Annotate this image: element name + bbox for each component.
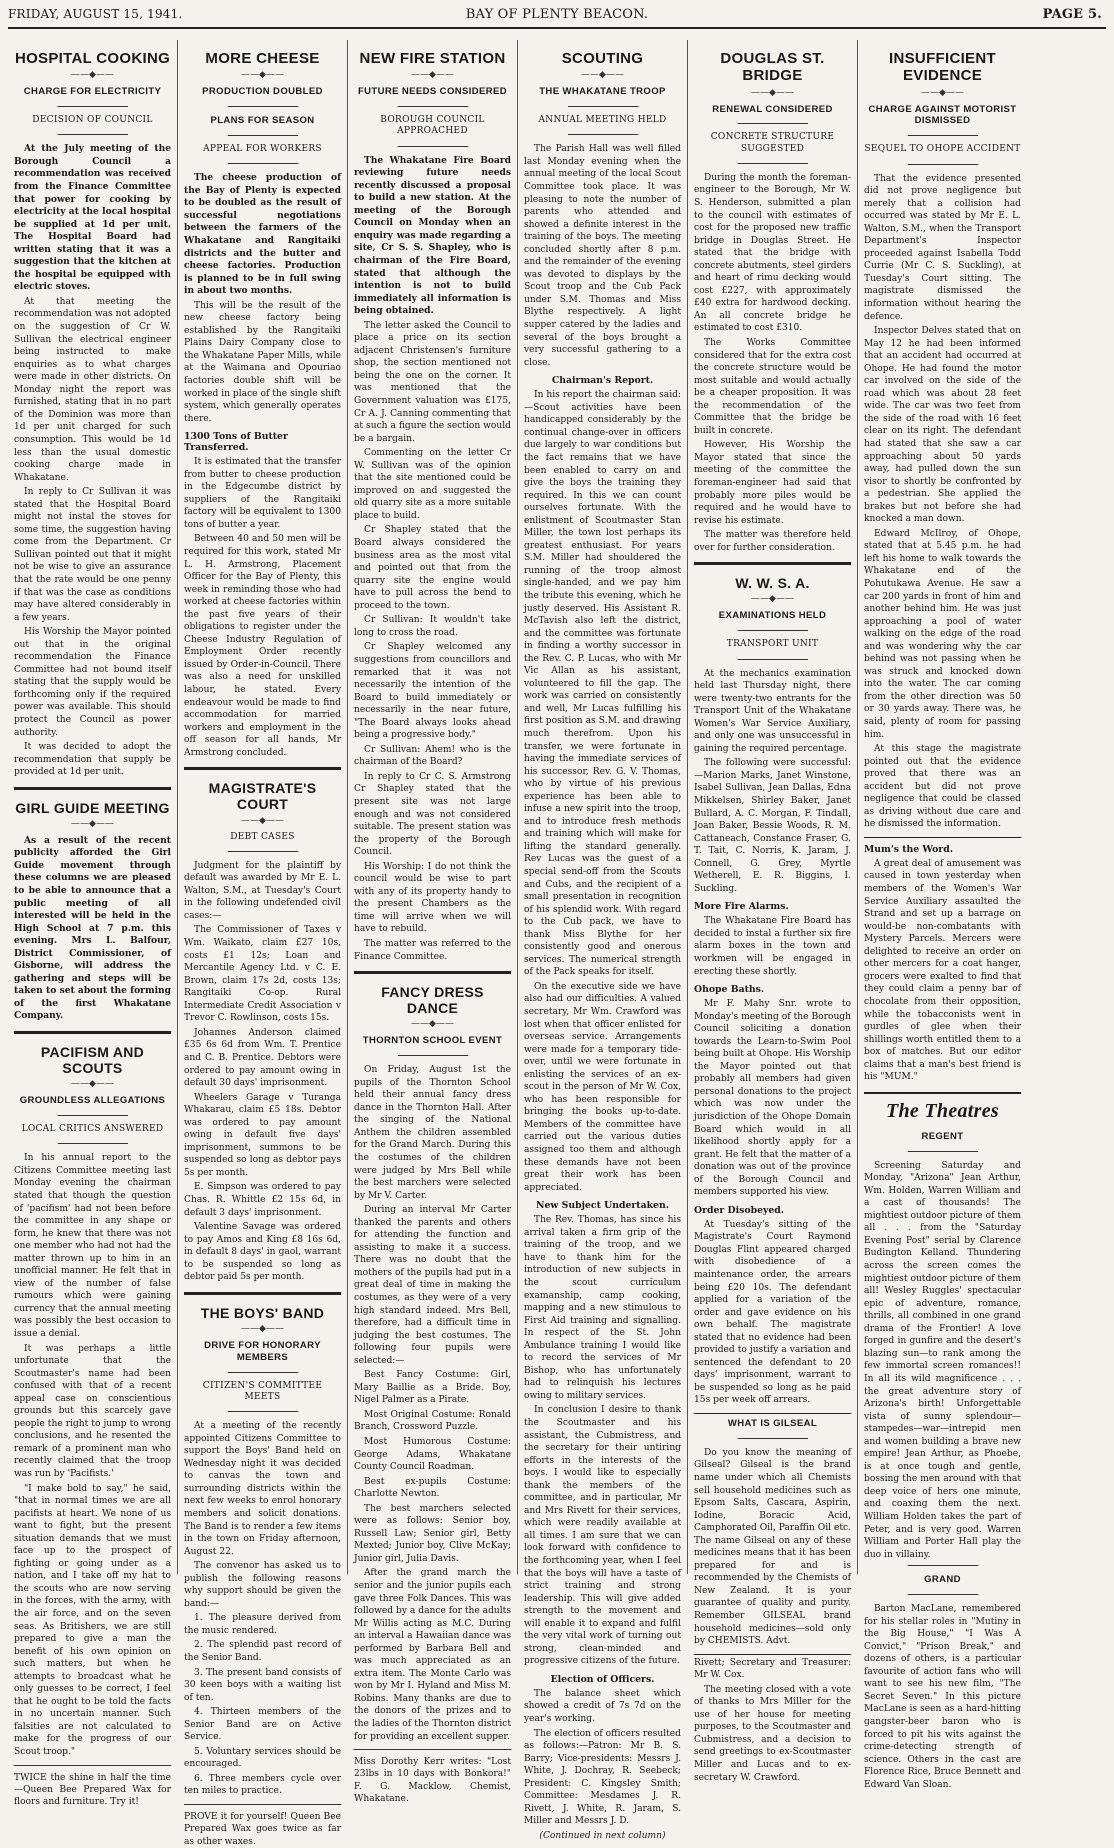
headline-douglas-bridge: DOUGLAS ST. BRIDGE bbox=[720, 50, 825, 85]
article-paragraph: E. Simpson was ordered to pay Chas. R. Whittle £2 15s 6d, in default 3 days' imprisonment. bbox=[184, 1182, 341, 1218]
section-rule bbox=[14, 1031, 171, 1034]
divider bbox=[58, 134, 128, 135]
article-paragraph: Judgment for the plaintiff by default was awarded by Mr E. L. Walton, S.M., at Tuesday's Court in the following undefended civil cases:— bbox=[184, 860, 341, 921]
subhead: ANNUAL MEETING HELD bbox=[538, 115, 667, 126]
subhead: EXAMINATIONS HELD bbox=[718, 610, 827, 622]
article-paragraph: His Worship: I do not think the council would be wise to part with any of its property handy to the present Chambers as the time will arrive when we will have to rebuild. bbox=[354, 861, 511, 935]
column-6 bbox=[858, 40, 1027, 1790]
article-paragraph: In his report the chairman said:—Scout activities have been handicapped considerably by the continual change-over in officers due largely to war conditions but the fact remains that we have been enabled to carry on and give the boys the training they required. In this we can count ourselves fortunate. With the enlistment of Scoutmaster Stan Miller, the town lost perhaps its greatest enthusiast. For years S.M. Miller had shouldered the running of the troop almost single-handed, and we pay him the tribute this evening, which he justly deserved. His Assistant R. McTavish also left the district, and the committee was fortunate in finding a worthy successor in the Rev. C. P. Lucas, who with Mr Vic Allan as his assistant, volunteered to fill the gap. The work was carried on consistently and well, Mr Lucas fulfilling his first position as S.M. and drawing much therefrom. Upon his transfer, we were fortunate in having the immediate services of his successor, Rev. G. V. Thomas, who by virtue of his previous experience has been able to infuse a new spirit into the troop, and to introduce fresh methods and training which will make for lifting the standard generally. Rev Lucas was the guest of a special send-off from the Scouts and Cubs, and the recipient of a small presentation in recognition of his splendid work. With regard to the Cub pack, we have to thank Miss Blythe for her consistently good and onerous services. The numerical strength of the Pack speaks for itself. bbox=[524, 390, 681, 978]
divider bbox=[908, 1594, 978, 1595]
subhead: DEBT CASES bbox=[230, 831, 295, 842]
issue-date: FRIDAY, AUGUST 15, 1941. bbox=[8, 7, 183, 21]
masthead bbox=[0, 0, 1114, 30]
article-paragraph: A great deal of amusement was caused in town yesterday when members of the Women's War Service Auxiliary assaulted the Strand and set up a barrage on would-be non-combatants with Mystery Parcels. Mercers were delighted to receive an order on other mercers for a coat hanger, grocers were exalted to find that they could claim a penny bar of chocolate from their opposition, while the tobacconists went in gurdles of glee when their shillings worth entitled them to a box of matches. But our editor claims that a man's best friend is his "MUM." bbox=[864, 858, 1021, 1083]
crosshead: More Fire Alarms. bbox=[694, 901, 789, 913]
advertisement: Miss Dorothy Kerr writes: "Lost 23lbs in 10 days with Bonkora!" F. G. Macklow, Chemist, Whakatane. bbox=[354, 1749, 511, 1805]
ornament-rule: ——◆—— bbox=[71, 70, 114, 81]
article-lead: The Whakatane Fire Board reviewing future needs recently discussed a proposal to build a new station. At the meeting of the Borough Council on Monday when an enquiry was made regarding a site, Cr S. S. Shapley, who is chairman of the Fire Board, stated that although the intention is not to build immediately all information is being obtained. bbox=[354, 154, 511, 317]
article-paragraph: Best Fancy Costume: Girl, Mary Baillie as a Bride. Boy, Nigel Palmer as a Pirate. bbox=[354, 1370, 511, 1406]
article-paragraph: At that meeting the recommendation was not adopted on the suggestion of Cr W. Sullivan the electrical engineer being instructed to make enquiries as to what charges were made in other districts. On Monday night the report was furnished, stating that in no part of the Dominion was more than 1d per unit charged for such consumption. This would be 1d less than the usual domestic cooking charge made in Whakatane. bbox=[14, 296, 171, 483]
article-paragraph: Screening Saturday and Monday, "Arizona" Jean Arthur, Wm. Holden, Warren William and a cast of thousands! The mightiest outdoor picture of them all . . . from the "Saturday Evening Post" serial by Clarence Budington Kelland. Thundering across the screen comes the mightiest outdoor picture of them all! Wesley Ruggles' spectacular epic of adventure, romance, thrills, all combined in one grand drama of the Frontier! A love forged in gunfire and the desert's blazing sun—to rank among the few immortal screen romances!! In all its wild magnificence . . . the great adventure story of Arizona's birth! Unforgettable vista of sunny splendour—stampedes—war—intrepid men and women building a brave new empire! Jean Arthur, as Phoebe, is at once tough and gentle, bossing the men around with that deep voice of hers one minute, and coaxing them the next. William Holden takes the part of Peter, and is very good. Warren William and Porter Hall play the duo in villainy. bbox=[864, 1160, 1021, 1560]
subhead: LOCAL CRITICS ANSWERED bbox=[21, 1124, 164, 1135]
divider bbox=[568, 106, 638, 107]
article-paragraph: At a meeting of the recently appointed Citizens Committee to support the Boys' Band held on Wednesday night it was decided to canvas the town and surrounding districts within the next few weeks to enrol honorary members and solicit donations. The Band is to render a few items in the town on Friday afternoon, August 22. bbox=[184, 1421, 341, 1557]
newspaper-page bbox=[8, 40, 1108, 1847]
article-paragraph: In conclusion I desire to thank the Scoutmaster and his assistant, the Cubmistress, and the secretary for their untiring efforts in the interests of the boys. I would like to especially thank the members of the committee, and in particular, Mr and Mrs Rivett for their services, which were readily available at all times. I am sure that we can look forward with confidence to the forthcoming year, when I feel that the boys will have a taste of strict training and strong leadership. This will give added strength to the movement and will enable it to expand and fulfil the very vital work of turning out strong, clean-minded and progressive citizens of the future. bbox=[524, 1405, 681, 1667]
article-paragraph: "I make bold to say," he said, "that in normal times we are all pacifists at heart. We none of us want to fight, but the present situation demands that we must face up to the prospect of fighting or going under as a nation, and I take off my hat to the scouts who are now serving in the forces, with the army, with the air force, and on the seven seas. As Britishers, we are still prepared to give a man the benefit of his own opinion on such matters, but when he attempts to broadcast what he only guesses to be correct, I feel that he ought to be told the facts in no uncertain manner. Such falsities are not calculated to make for the progress of our Scout troop." bbox=[14, 1483, 171, 1758]
column-4 bbox=[518, 40, 687, 1841]
ornament-rule: ——◆—— bbox=[71, 818, 114, 829]
article-paragraph: The letter asked the Council to place a price on its section adjacent Christensen's furniture shop, the section mentioned not being the one on the corner. It was mentioned that the Government valuation was £175, Cr A. J. Canning commenting that at such a figure the section would be a bargain. bbox=[354, 320, 511, 444]
article-paragraph: The Commissioner of Taxes v Wm. Waikato, claim £27 10s, costs £1 12s; Loan and Mercantile Agency Ltd. v C. E. Brown, claim 17s 2d, costs 13s; Rangitaiki Co-op. Rural Intermediate Credit Association v Trevor C. Rowlinson, costs 15s. bbox=[184, 925, 341, 1024]
divider bbox=[908, 164, 978, 165]
article-paragraph: Most Humorous Costume: George Adams, Whakatane County Council Roadman. bbox=[354, 1437, 511, 1473]
article-paragraph: His Worship the Mayor pointed out that in the original recommendation the Finance Committee had not bound itself stating that the supply would be forthcoming only if the required power was available. This should protect the Council as power authority. bbox=[14, 627, 171, 738]
divider bbox=[58, 1143, 128, 1144]
section-rule bbox=[184, 1292, 341, 1295]
subhead: TRANSPORT UNIT bbox=[726, 639, 819, 650]
article-paragraph: This will be the result of the new cheese factory being established by the Rangitaiki Plains Dairy Company close to the Whakatane Paper Mills, while at the Waimana and Opouriao factories double shift will be worked in place of the single shift system, which generally operates there. bbox=[184, 300, 341, 424]
article-paragraph: During an interval Mr Carter thanked the parents and others for attending the function and assisting to make it a success. There was no doubt that the mothers of the pupils had put in a great deal of time in making the costumes, as they were of a very high standard indeed. Mrs Bell, therefore, had a difficult time in judging the best costumes. The following four pupils were selected:— bbox=[354, 1205, 511, 1366]
crosshead: Mum's the Word. bbox=[864, 843, 953, 855]
ornament-rule: ——◆—— bbox=[411, 70, 454, 81]
column-1 bbox=[8, 40, 177, 1808]
section-rule bbox=[694, 1654, 851, 1655]
article-paragraph: The convenor has asked us to publish the following reasons why support should be given the band:— bbox=[184, 1561, 341, 1609]
article-paragraph: In his annual report to the Citizens Committee meeting last Monday evening the chairman stated that though the question of 'pacifism' had not been before the committee in any shape or form, he knew that there was not one member who had not had the matter thrown up to him in an unofficial manner. He felt that in view of the number of false rumours which were gaining currency that the annual meeting was possibly the best occasion to issue a denial. bbox=[14, 1153, 171, 1339]
divider bbox=[228, 135, 298, 136]
divider bbox=[908, 135, 978, 136]
article-paragraph: The Parish Hall was well filled last Monday evening when the annual meeting of the local Scout Committee took place. It was pleasing to note the number of parents who attended and showed a definite interest in the training of the boys. The meeting concluded shortly after 8 p.m. and the remainder of the evening was devoted to displays by the Scout troop and the Cub Pack under S.M. Thomas and Miss Blythe respectively. A light supper catered by the ladies and several of the boys brought a very successful gathering to a close. bbox=[524, 144, 681, 368]
subhead: CHARGE FOR ELECTRICITY bbox=[23, 86, 162, 98]
divider bbox=[908, 1565, 978, 1566]
subhead: BOROUGH COUNCIL APPROACHED bbox=[380, 115, 485, 137]
list-item: 6. Three members cycle over ten miles to practice. bbox=[184, 1773, 341, 1797]
subhead-regent: REGENT bbox=[921, 1130, 964, 1142]
divider bbox=[738, 123, 808, 124]
article-paragraph: At this stage the magistrate pointed out that the evidence proved that there was an accident but did not prove negligence that could be classed as driving without due care and he dismissed the information. bbox=[864, 744, 1021, 830]
ornament-rule: ——◆—— bbox=[751, 594, 794, 605]
list-item: 2. The splendid past record of the Senior Band. bbox=[184, 1640, 341, 1663]
article-paragraph: At Tuesday's sitting of the Magistrate's Court Raymond Douglas Flint appeared charged with disobedience of a maintenance order, the arrears being £20 10s. The defendant applied for a variation of the order and gave evidence on his own behalf. The magistrate stated that no evidence had been provided to justify a variation and sentenced the defendant to 20 days' imprisonment, warrant to be suspended so long as he paid 15s per week off arrears. bbox=[694, 1219, 851, 1406]
article-paragraph: Cr Sullivan: It wouldn't take long to cross the road. bbox=[354, 615, 511, 638]
article-paragraph: The best marchers selected were as follows: Senior boy, Russell Law; Senior girl, Betty Mexted; Junior boy, Clive McKay; Junior girl, Julia Davis. bbox=[354, 1503, 511, 1564]
article-paragraph: After the grand march the senior and the junior pupils each gave three Folk Dances. This was followed by a dance for the adults Mr Willis acting as M.C. During an interval a Hawaiian dance was performed by Barbara Bell and was much appreciated as an extra item. The Monte Carlo was won by Mr I. Hyland and Miss M. Robins. Many thanks are due to the donors of the prizes and to the ladies of the Thornton district for providing an excellent supper. bbox=[354, 1568, 511, 1742]
subhead: CONCRETE STRUCTURE SUGGESTED bbox=[710, 132, 835, 154]
ornament-rule: ——◆—— bbox=[921, 87, 964, 98]
article-paragraph: It was decided to adopt the recommendation that supply be provided at 1d per unit. bbox=[14, 742, 171, 778]
headline-wwsa: W. W. S. A. bbox=[735, 575, 810, 592]
list-item: 4. Thirteen members of the Senior Band are on Active Service. bbox=[184, 1707, 341, 1743]
article-paragraph: Commenting on the letter Cr W. Sullivan was of the opinion that the site mentioned could be improved on and suggested the old quarry site as a more suitable place to build. bbox=[354, 448, 511, 521]
divider bbox=[58, 1115, 128, 1116]
divider bbox=[738, 659, 808, 660]
ornament-rule: ——◆—— bbox=[71, 1079, 114, 1090]
article-lead: At the July meeting of the Borough Council a recommendation was received from the Finance Committee that power for cooking by electricity at the local hospital be supplied at 1d per unit. The Hospital Board had written stating that it was a suggestion that the kitchen at the hospital be equipped with electric stoves. bbox=[14, 143, 171, 293]
ornament-rule: ——◆—— bbox=[241, 815, 284, 826]
subhead: THE WHAKATANE TROOP bbox=[539, 86, 666, 98]
divider bbox=[58, 106, 128, 107]
divider bbox=[738, 163, 808, 164]
section-rule bbox=[694, 1413, 851, 1414]
article-paragraph: Cr Shapley stated that the Board always considered the business area as the most vital and pointed out that from the quarry site the engine would have to pull across the bend to proceed to the town. bbox=[354, 525, 511, 611]
article-paragraph: However, His Worship the Mayor stated that since the meeting of the committee the foreman-engineer had said that probably more piles would be required and he would have to revise his estimate. bbox=[694, 440, 851, 526]
crosshead: Ohope Baths. bbox=[694, 984, 765, 996]
article-paragraph: At the mechanics examination held last Thursday night, there were twenty-two entrants for the Transport Unit of the Whakatane Women's War Service Auxiliary, and only one was unsuccessful in gaining the required percentage. bbox=[694, 668, 851, 754]
divider bbox=[738, 630, 808, 631]
article-paragraph: It is estimated that the transfer from butter to cheese production in the Edgecumbe district by suppliers of the Rangitaiki factory will be equivalent to 1300 tons of butter a year. bbox=[184, 457, 341, 530]
article-paragraph: During the month the foreman-engineer to the Borough, Mr W. S. Henderson, submitted a plan to the council with estimates of cost for the proposed new traffic bridge in Douglas Street. He stated that the bridge with concrete abutments, steel girders and heart of rimu decking would cost £227, with approximately £40 extra for hardwood decking. An all concrete bridge he estimated to cost £310. bbox=[694, 172, 851, 334]
headline-scouting: SCOUTING bbox=[561, 50, 644, 67]
article-paragraph: Edward McIlroy, of Ohope, stated that at 5.45 p.m. he had left his home to walk towards the Whakatane end of the Pohutukawa Avenue. He saw a car 200 yards in front of him and another behind him. He was just approaching a pool of water walking on the edge of the road and was wondering why the car behind was not passing when he was struck and knocked down into the water. The car coming from the other direction was 50 or 30 yards away. There was, he said, plenty of room for passing him. bbox=[864, 528, 1021, 740]
headline-theatres: The Theatres bbox=[885, 1099, 1000, 1122]
list-item: 5. Voluntary services should be encouraged. bbox=[184, 1746, 341, 1770]
article-paragraph: The matter was therefore held over for further consideration. bbox=[694, 530, 851, 553]
article-lead: The cheese production of the Bay of Plenty is expected to be doubled as the result of successful negotiations between the farmers of the Whakatane and Rangitaiki districts and the butter and cheese factories. Production is planned to be in full swing in about two months. bbox=[184, 172, 341, 297]
ornament-rule: ——◆—— bbox=[411, 1019, 454, 1030]
subhead: DRIVE FOR HONORARY MEMBERS bbox=[204, 1339, 321, 1363]
article-paragraph: The balance sheet which showed a credit of 7s 7d on the year's working. bbox=[524, 1688, 681, 1724]
divider bbox=[568, 134, 638, 135]
newspaper-title: BAY OF PLENTY BEACON. bbox=[465, 7, 649, 22]
article-paragraph: Between 40 and 50 men will be required for this work, stated Mr L. H. Armstrong, Placement Officer for the Bay of Plenty, this week in reminding those who had worked at cheese factories within the past five years of their obligations to register under the Cheese Industry Regulation of Employment Order recently issued by Order-in-Council. There was also a need for unskilled labour, he stated. Every endeavour would be made to find accommodation for married workers and employment in the off season for all hands, Mr Armstrong concluded. bbox=[184, 534, 341, 758]
headline-pacifism: PACIFISM AND SCOUTS bbox=[40, 1044, 145, 1077]
ornament-rule: ——◆—— bbox=[241, 1323, 284, 1334]
subhead: SEQUEL TO OHOPE ACCIDENT bbox=[864, 144, 1021, 155]
list-item: 3. The present band consists of 30 keen boys with a waiting list of ten. bbox=[184, 1667, 341, 1703]
subhead: CITIZEN'S COMMITTEE MEETS bbox=[202, 1380, 323, 1402]
subhead-grand: GRAND bbox=[924, 1574, 961, 1586]
ornament-rule: ——◆—— bbox=[241, 70, 284, 81]
divider bbox=[228, 1372, 298, 1373]
article-paragraph: Wheelers Garage v Turanga Whakarau, claim £5 18s. Debtor was ordered to pay amount owing in default five days' imprisonment, summons to be suspended so long as debtor pays 5s per month. bbox=[184, 1092, 341, 1178]
headline-boys-band: THE BOYS' BAND bbox=[200, 1304, 325, 1321]
article-paragraph: The matter was referred to the Finance Committee. bbox=[354, 938, 511, 962]
crosshead: Election of Officers. bbox=[550, 1673, 655, 1685]
divider bbox=[738, 1438, 808, 1439]
divider bbox=[398, 1055, 468, 1056]
section-rule bbox=[14, 787, 171, 790]
article-paragraph: Best ex-pupils Costume: Charlotte Newton. bbox=[354, 1476, 511, 1500]
article-paragraph: Inspector Delves stated that on May 12 he had been informed that an accident had occurred at Ohope. He had found the motor car involved on the side of the road which was about 28 feet wide. The car was two feet from the side of the road with 16 feet clear on its right. The defendant had stated that she saw a car approaching about 50 yards away, had pulled down the sun visor to shortly be confronted by a pedestrian. She applied the brakes but not before she had knocked a man down. bbox=[864, 326, 1021, 525]
headline-new-fire-station: NEW FIRE STATION bbox=[359, 50, 506, 67]
divider bbox=[228, 1411, 298, 1412]
article-paragraph: That the evidence presented did not prove negligence but merely that a collision had occurred was stated by Mr E. L. Walton, S.M., when the Transport Department's Inspector proceeded against Isabella Todd Currie (Mr C. S. Suckling), at Tuesday's Court sitting. The magistrate dismissed the information without hearing the defence. bbox=[864, 173, 1021, 322]
ornament-rule: ——◆—— bbox=[751, 87, 794, 98]
subhead: DECISION OF COUNCIL bbox=[32, 115, 153, 126]
article-lead: As a result of the recent publicity afforded the Girl Guide movement through these columns we are pleased to be able to announce that a public meeting of all interested will be held in the High School at 7 p.m. this evening. Mrs L. Balfour, District Commissioner, of Gisborne, will address the gathering and steps will be taken to set about the forming of the first Whakatane Company. bbox=[14, 834, 171, 1022]
article-paragraph: Mr F. Mahy Snr. wrote to Monday's meeting of the Borough Council soliciting a donation towards the Learn-to-Swim Pool being built at Ohope. His Worship the Mayor pointed out that probably all members had given personal donations to the project which was now under the jurisdiction of the Ohope Domain Board which would in all likelihood shortly apply for a grant. He felt that the matter of a donation was out of the province of the Borough Council and members supported his view. bbox=[694, 999, 851, 1198]
headline-hospital-cooking: HOSPITAL COOKING bbox=[14, 50, 171, 67]
divider bbox=[908, 1151, 978, 1152]
advertisement: Do you know the meaning of Gilseal? Gilseal is the brand name under which all Chemists sell household medicines such as Epsom Salts, Cascara, Aspirin, Iodine, Boracic Acid, Camphorated Oil, Paraffin Oil etc. The name Gilseal on any of these medicines means that it has been prepared for and is recommended by the Chemists of New Zealand. It is your guarantee of quality and purity. Remember GILSEAL brand household medicines—sold only by CHEMISTS. Advt. bbox=[694, 1447, 851, 1647]
subhead: APPEAL FOR WORKERS bbox=[203, 144, 322, 154]
headline-more-cheese: MORE CHEESE bbox=[205, 50, 320, 67]
section-rule bbox=[184, 767, 341, 770]
article-paragraph: Rivett; Secretary and Treasurer: Mr W. Cox. bbox=[694, 1657, 851, 1681]
column-3 bbox=[348, 40, 517, 1804]
subhead: PRODUCTION DOUBLED bbox=[202, 86, 323, 98]
divider bbox=[398, 106, 468, 107]
article-paragraph: The Works Committee considered that for the extra cost the concrete structure would be most suitable and would actually be a cheaper proposition. It was the recommendation of the Committee that the bridge be built in concrete. bbox=[694, 337, 851, 436]
crosshead: Chairman's Report. bbox=[551, 375, 654, 387]
subhead: GROUNDLESS ALLEGATIONS bbox=[19, 1095, 166, 1107]
advertisement: PROVE it for yourself! Queen Bee Prepared Wax goes twice as far as other waxes. bbox=[184, 1804, 341, 1848]
section-rule bbox=[354, 971, 511, 974]
article-paragraph: Cr Shapley welcomed any suggestions from councillors and remarked that it was not necessarily the intention of the Board to build immediately or necessarily in the near future, "The Board always looks ahead being a progressive body." bbox=[354, 642, 511, 741]
ornament-rule: ——◆—— bbox=[581, 70, 624, 81]
column-5 bbox=[688, 40, 857, 1783]
subhead: THORNTON SCHOOL EVENT bbox=[362, 1035, 503, 1047]
section-rule bbox=[864, 837, 1021, 838]
article-paragraph: Valentine Savage was ordered to pay Amos and King £8 16s 6d, in default 8 days' in gaol, warrant to be suspended so long as debtor paid 5s per month. bbox=[184, 1222, 341, 1283]
article-paragraph: The following were successful:—Marion Marks, Janet Winstone, Isabel Sullivan, Jean Dallas, Edna Mikkelsen, Shirley Baker, Janet Bullard, A. C. Morgan, F. Tindall, Joan Baker, Bessie Woods, R. M. Cattaneach, Constance Fraser, G. T. Tait, C. Norris, K. Jaram, J. Connell, G. Grey, Myrtle Wetherell, E. R. Biggins, I. Suckling. bbox=[694, 758, 851, 894]
headline-fancy-dress: FANCY DRESS DANCE bbox=[381, 984, 484, 1017]
article-paragraph: Most Original Costume: Ronald Branch, Crossword Puzzle. bbox=[354, 1409, 511, 1433]
article-paragraph: The meeting closed with a vote of thanks to Mrs Miller for the use of her house for meeting purposes, to the Scoutmaster and Cubmistress, and a decision to send greetings to ex-Scoutmaster Miller and Lucas and to ex-secretary W. Crawford. bbox=[694, 1684, 851, 1783]
continued-note: (Continued in next column) bbox=[539, 1830, 666, 1841]
article-paragraph: The Rev. Thomas, has since his arrival taken a firm grip of the training of the troop, and we have to thank him for the introduction of new subjects in the scout curriculum examanship, camp cooking, mapping and a new stimulous to First Aid training and signalling. In respect of the St. John Ambulance training I would like to record the services of Mr Bishop, who has unfortunately had to relinquish his lectures owing to military services. bbox=[524, 1215, 681, 1401]
divider bbox=[228, 163, 298, 164]
subhead: RENEWAL CONSIDERED bbox=[712, 103, 833, 115]
article-paragraph: The election of officers resulted as follows:—Patron: Mr B. S. Barry; Vice-presidents: Messrs J. White, J. Dochray, R. Seebeck; President: C. Kingsley Smith; Committee: Mesdames J. R. Rivett, J. White, R. Jaram, S. Miller and Messrs J. D. bbox=[524, 1728, 681, 1827]
divider bbox=[398, 146, 468, 147]
crosshead: 1300 Tons of Butter Transferred. bbox=[184, 431, 288, 454]
article-paragraph: Barton MacLane, remembered for his stellar roles in "Mutiny in the Big House," "I Was A Convict," "Prison Break," and dozens of others, is a particular favourite of action fans who will want to see his new film, "The Secret Seven." In this picture MacLane is seen as a hard-hitting gangster-beer baron who is forced to pit his wits against the crime-detecting strength of science. Others in the cast are Florence Rice, Bruce Bennett and Edward Van Sloan. bbox=[864, 1604, 1021, 1790]
masthead-rule bbox=[8, 27, 1106, 29]
article-paragraph: It was perhaps a little unfortunate that the Scoutmaster's name had been confused with that of a recent appeal case on conscientious grounds but this scarcely gave people the right to jump to wrong conclusions, and he resented the remark of a prominent man who recently claimed that the troop was run by 'Pacifists.' bbox=[14, 1343, 171, 1479]
headline-gilseal: WHAT IS GILSEAL bbox=[727, 1418, 818, 1430]
article-paragraph: The Whakatane Fire Board has decided to instal a further six fire alarm boxes in the town and workmen will be engaged in erecting these shortly. bbox=[694, 916, 851, 977]
article-paragraph: Johannes Anderson claimed £35 6s 6d from Wm. T. Prentice and C. B. Prentice. Debtors were ordered to pay amount owing in default 30 days' imprisonment. bbox=[184, 1027, 341, 1089]
advertisement: TWICE the shine in half the time—Queen Bee Prepared Wax for floors and furniture. Try it! bbox=[14, 1765, 171, 1809]
divider bbox=[228, 106, 298, 107]
crosshead: New Subject Undertaken. bbox=[536, 1200, 669, 1212]
headline-girl-guide: GIRL GUIDE MEETING bbox=[15, 799, 170, 816]
section-rule bbox=[694, 562, 851, 565]
article-paragraph: On Friday, August 1st the pupils of the Thornton School held their annual fancy dress dance in the Thornton Hall. After the singing of the National Anthem the children assembled for the Grand March. During this the costumes of the children were judged by Mrs Bell while the best marchers were selected by Mr V. Carter. bbox=[354, 1065, 511, 1201]
page-number: PAGE 5. bbox=[1042, 7, 1102, 22]
column-2 bbox=[178, 40, 347, 1847]
subhead: PLANS FOR SEASON bbox=[210, 115, 315, 127]
headline-magistrates-court: MAGISTRATE'S COURT bbox=[208, 780, 317, 813]
crosshead: Order Disobeyed. bbox=[694, 1204, 785, 1216]
article-paragraph: In reply to Cr C. S. Armstrong Cr Shapley stated that the present site was not large enough and was not considered suitable. The present station was the property of the Borough Council. bbox=[354, 771, 511, 858]
article-paragraph: In reply to Cr Sullivan it was stated that the Hospital Board might not instal the stoves for some time, the suggestion having come from the Department. Cr Sullivan pointed out that it might not be wise to give an assurance that the rate would be one penny if that was the case as conditions may have altered considerably in a few years. bbox=[14, 487, 171, 623]
article-paragraph: On the executive side we have also had our difficulties. A valued secretary, Mr Wm. Crawford was lost when that officer enlisted for overseas service. Arrangements were made for a temporary tide-over, until we were fortunate in enlisting the services of an ex-scout in the person of Mr W. Cox, who has been responsible for bringing the books up-to-date. Members of the committee have carried out the various duties assigned too them and although these demands have not been great their work has been appreciated. bbox=[524, 981, 681, 1193]
subhead: CHARGE AGAINST MOTORIST DISMISSED bbox=[868, 103, 1017, 127]
article-paragraph: Cr Sullivan: Ahem! who is the chairman of the Board? bbox=[354, 744, 511, 768]
section-rule bbox=[864, 1092, 1021, 1094]
headline-insufficient-evidence: INSUFFICIENT EVIDENCE bbox=[889, 50, 996, 85]
subhead: FUTURE NEEDS CONSIDERED bbox=[357, 86, 508, 98]
divider bbox=[228, 851, 298, 852]
list-item: 1. The pleasure derived from the music rendered. bbox=[184, 1613, 341, 1636]
